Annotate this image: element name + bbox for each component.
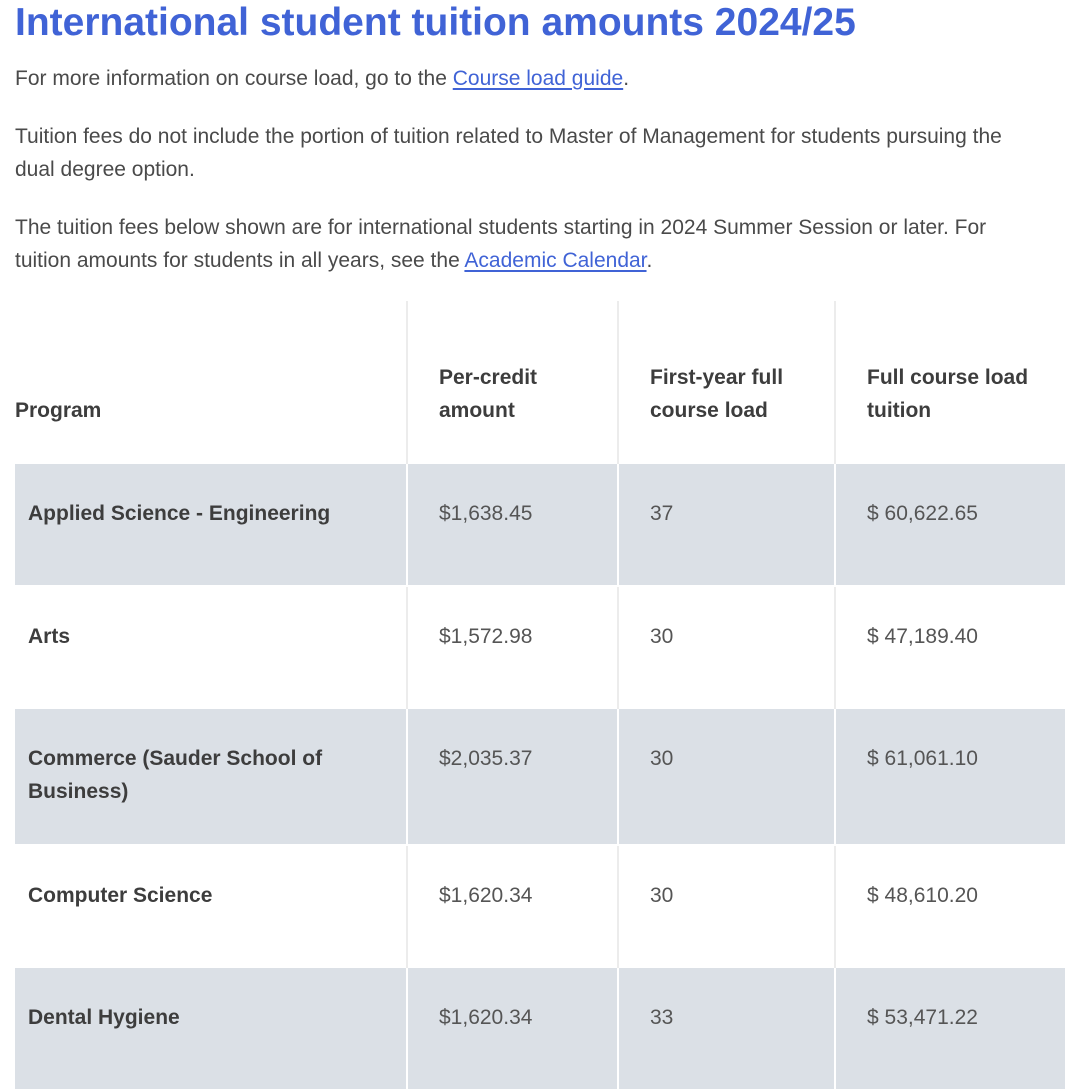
table-row <box>15 464 1065 586</box>
program-cell: Computer Science <box>15 845 407 967</box>
header-program: Program <box>15 399 102 422</box>
course-load-cell: 37 <box>618 464 835 586</box>
dual-degree-paragraph: Tuition fees do not include the portion of tuition related to Master of Management for students pursuing the dual degree option. <box>15 125 1002 181</box>
course-load-paragraph <box>15 62 1045 95</box>
tuition-cell: $ 53,471.22 <box>835 967 1065 1089</box>
tuition-cell: $ 48,610.20 <box>835 845 1065 967</box>
table-row <box>15 967 1065 1089</box>
course-load-period: . <box>623 67 630 90</box>
per-credit-cell: $1,620.34 <box>407 845 618 967</box>
header-first-year-load: First-year full course load <box>618 301 835 464</box>
tuition-table <box>15 301 1065 1089</box>
table-row <box>15 708 1065 845</box>
program-cell: Applied Science - Engineering <box>15 464 407 586</box>
tuition-cell: $ 60,622.65 <box>835 464 1065 586</box>
academic-calendar-link[interactable]: Academic Calendar <box>464 249 647 272</box>
tuition-cell: $ 61,061.10 <box>835 708 1065 845</box>
program-cell: Dental Hygiene <box>15 967 407 1089</box>
table-header-row <box>15 301 1065 464</box>
per-credit-cell: $2,035.37 <box>407 708 618 845</box>
header-per-credit: Per-credit amount <box>407 301 618 464</box>
course-load-text: For more information on course load, go to the <box>15 67 453 90</box>
table-row <box>15 845 1065 967</box>
page-title: International student tuition amounts 2024/25 <box>15 1 856 44</box>
program-cell: Commerce (Sauder School of Business) <box>15 708 407 845</box>
per-credit-cell: $1,620.34 <box>407 967 618 1089</box>
course-load-guide-link[interactable]: Course load guide <box>452 67 624 90</box>
tuition-cell: $ 47,189.40 <box>835 586 1065 708</box>
per-credit-cell: $1,638.45 <box>407 464 618 586</box>
course-load-cell: 30 <box>618 586 835 708</box>
calendar-paragraph <box>15 211 1045 277</box>
course-load-cell: 33 <box>618 967 835 1089</box>
course-load-cell: 30 <box>618 845 835 967</box>
header-full-load-tuition: Full course load tuition <box>835 301 1065 464</box>
calendar-text: The tuition fees below shown are for international students starting in 2024 Summer Session or later. For tuition amounts for students in all years, see the <box>15 216 987 272</box>
program-cell: Arts <box>15 586 407 708</box>
table-row <box>15 586 1065 708</box>
course-load-cell: 30 <box>618 708 835 845</box>
per-credit-cell: $1,572.98 <box>407 586 618 708</box>
calendar-period: . <box>646 249 653 272</box>
